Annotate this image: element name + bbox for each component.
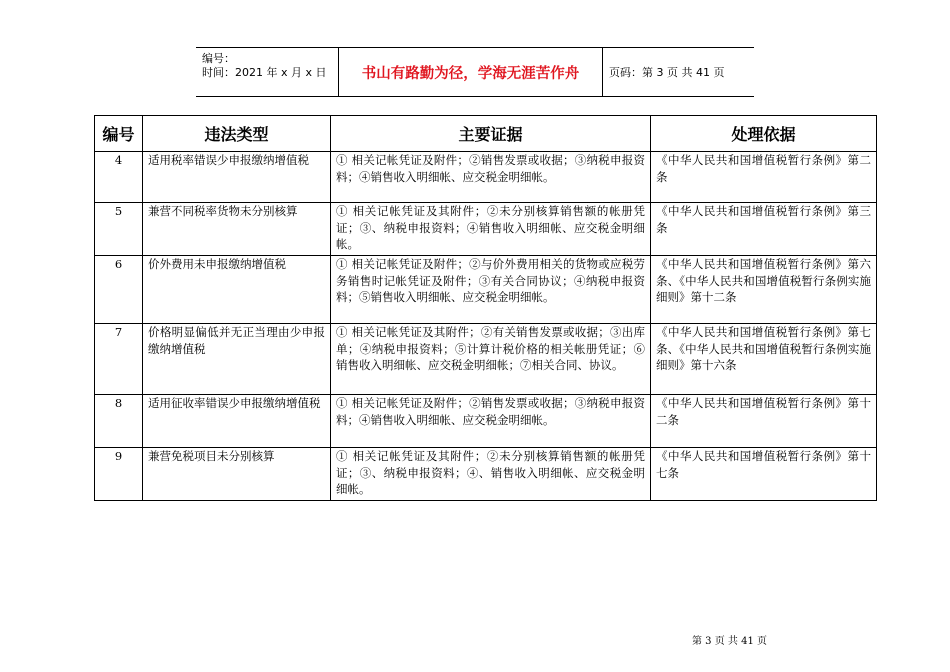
table-row	[95, 395, 877, 448]
evidence-cell: ① 相关记帐凭证及其附件；②未分别核算销售额的帐册凭证；③、纳税申报资料；④销售收入明细帐、应交税金明细帐。	[331, 203, 651, 256]
table-header-row	[95, 116, 877, 152]
table-row	[95, 324, 877, 395]
table-row	[95, 152, 877, 203]
basis-cell: 《中华人民共和国增值税暂行条例》第二条	[651, 152, 877, 203]
page-header	[196, 47, 754, 97]
basis-cell: 《中华人民共和国增值税暂行条例》第三条	[651, 203, 877, 256]
row-number: 5	[95, 203, 143, 256]
row-number: 4	[95, 152, 143, 203]
document-number-label: 编号：	[202, 52, 235, 65]
column-header-number: 编号	[95, 116, 143, 152]
evidence-cell: ① 相关记帐凭证及附件；②与价外费用相关的货物或应税劳务销售时记帐凭证及附件；③有关合同协议；④纳税申报资料；⑤销售收入明细帐、应交税金明细帐。	[331, 256, 651, 324]
evidence-cell: ① 相关记帐凭证及其附件；②有关销售发票或收据；③出库单；④纳税申报资料；⑤计算计税价格的相关帐册凭证；⑥销售收入明细帐、应交税金明细帐；⑦相关合同、协议。	[331, 324, 651, 395]
basis-cell: 《中华人民共和国增值税暂行条例》第十二条	[651, 395, 877, 448]
column-header-evidence: 主要证据	[331, 116, 651, 152]
table-row	[95, 448, 877, 501]
header-slogan: 书山有路勤为径，学海无涯苦作舟	[339, 48, 603, 96]
row-number: 7	[95, 324, 143, 395]
violation-type-cell: 兼营免税项目未分别核算	[143, 448, 331, 501]
basis-cell: 《中华人民共和国增值税暂行条例》第七条、《中华人民共和国增值税暂行条例实施细则》第十六条	[651, 324, 877, 395]
basis-cell: 《中华人民共和国增值税暂行条例》第十七条	[651, 448, 877, 501]
row-number: 8	[95, 395, 143, 448]
header-meta	[196, 48, 339, 96]
evidence-cell: ① 相关记帐凭证及附件；②销售发票或收据；③纳税申报资料；④销售收入明细帐、应交税金明细帐。	[331, 395, 651, 448]
row-number: 6	[95, 256, 143, 324]
violation-type-cell: 兼营不同税率货物未分别核算	[143, 203, 331, 256]
row-number: 9	[95, 448, 143, 501]
header-page-number: 页码：第 3 页 共 41 页	[609, 66, 725, 79]
document-date-label: 时间：2021 年 x 月 x 日	[202, 66, 327, 79]
violation-type-cell: 价格明显偏低并无正当理由少申报缴纳增值税	[143, 324, 331, 395]
violation-table	[94, 115, 877, 501]
violation-type-cell: 适用税率错误少申报缴纳增值税	[143, 152, 331, 203]
violation-type-cell: 适用征收率错误少申报缴纳增值税	[143, 395, 331, 448]
table-row	[95, 256, 877, 324]
violation-type-cell: 价外费用未申报缴纳增值税	[143, 256, 331, 324]
evidence-cell: ① 相关记帐凭证及其附件；②未分别核算销售额的帐册凭证；③、纳税申报资料；④、销售收入明细帐、应交税金明细帐。	[331, 448, 651, 501]
column-header-basis: 处理依据	[651, 116, 877, 152]
basis-cell: 《中华人民共和国增值税暂行条例》第六条、《中华人民共和国增值税暂行条例实施细则》第十二条	[651, 256, 877, 324]
table-row	[95, 203, 877, 256]
evidence-cell: ① 相关记帐凭证及附件；②销售发票或收据；③纳税申报资料；④销售收入明细帐、应交税金明细帐。	[331, 152, 651, 203]
column-header-violation-type: 违法类型	[143, 116, 331, 152]
page-footer: 第 3 页 共 41 页	[692, 636, 767, 647]
